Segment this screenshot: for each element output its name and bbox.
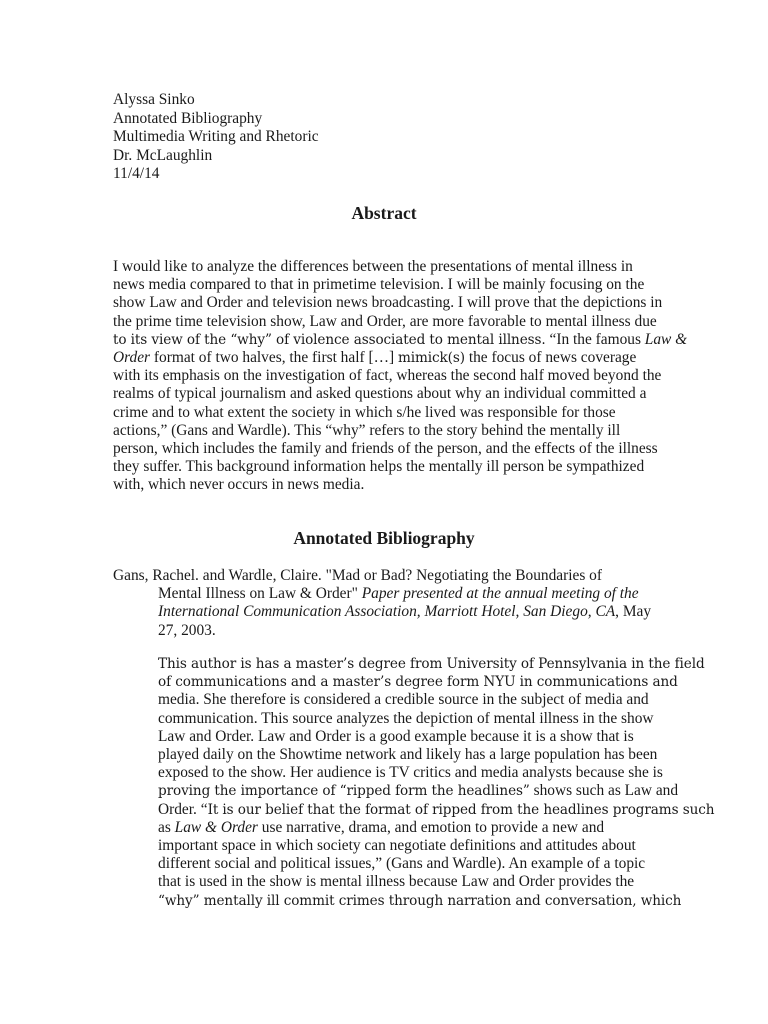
text-line bbox=[158, 764, 663, 782]
citation-entry bbox=[113, 567, 658, 640]
text-run: to its view of the “why” of violence associated to mental illness. bbox=[113, 331, 546, 348]
text-run: “why” mentally ill commit crimes through narration and conversation, which bbox=[158, 892, 682, 909]
text-line bbox=[158, 873, 658, 891]
text-run: 27, 2003. bbox=[158, 621, 216, 639]
text-run: as bbox=[158, 818, 175, 836]
text-line bbox=[158, 837, 658, 855]
document-date: 11/4/14 bbox=[113, 165, 160, 182]
text-line bbox=[158, 855, 658, 873]
text-line bbox=[113, 276, 658, 294]
text-line bbox=[113, 330, 688, 349]
text-run: they suffer. This background information helps the mentally ill person be sympathized bbox=[113, 458, 645, 476]
text-line bbox=[113, 404, 658, 422]
text-run: with its emphasis on the investigation of fact, whereas the second half moved beyond the bbox=[113, 367, 662, 385]
text-line bbox=[113, 622, 658, 640]
annotation-paragraph bbox=[158, 655, 715, 910]
text-run: exposed to the show. Her audience is TV critics and media analysts because she is bbox=[158, 764, 663, 782]
text-run: news media compared to that in primetime television. I will be mainly focusing on the bbox=[113, 276, 645, 294]
text-run: with, which never occurs in news media. bbox=[113, 476, 365, 494]
text-run: format of two halves, the first half […] bbox=[150, 349, 398, 367]
text-run: actions,” (Gans and Wardle). This “why” refers to the story behind the mentally ill bbox=[113, 421, 621, 439]
text-line bbox=[113, 422, 658, 440]
author-name: Alyssa Sinko bbox=[113, 91, 195, 108]
text-run: the prime time television show, Law and Order, are more favorable to mental illness due bbox=[113, 312, 657, 330]
assignment-title: Annotated Bibliography bbox=[113, 109, 263, 127]
italic-text-run: Law & bbox=[644, 330, 688, 348]
text-line bbox=[158, 892, 682, 910]
text-run: show Law and Order and television news broadcasting. I will prove that the depictions in bbox=[113, 294, 663, 312]
text-line bbox=[158, 782, 679, 800]
text-run: shows such as Law and bbox=[529, 782, 679, 800]
text-line bbox=[113, 603, 658, 621]
course-name: Multimedia Writing and Rhetoric bbox=[113, 128, 319, 145]
text-run: Gans, Rachel. and Wardle, Claire. "Mad or Bad? Negotiating the Boundaries of bbox=[113, 567, 602, 584]
text-line bbox=[113, 585, 658, 603]
text-run: communication. This source analyzes the depiction of mental illness in the show bbox=[158, 709, 654, 727]
abstract-paragraph bbox=[113, 258, 688, 495]
text-line bbox=[158, 746, 658, 764]
text-run: I would like to analyze the differences between the presentations of mental illness in bbox=[113, 258, 633, 275]
text-line bbox=[113, 258, 658, 276]
text-run: It is our belief that the format of ripped from the headlines programs such bbox=[207, 801, 715, 818]
text-run: Law and Order. Law and Order is a good example because it is a show that is bbox=[158, 727, 634, 745]
text-line bbox=[113, 349, 658, 367]
text-line bbox=[113, 440, 658, 458]
text-run: , May bbox=[615, 603, 652, 621]
text-run: the focus of news coverage bbox=[464, 349, 637, 367]
instructor-name: Dr. McLaughlin bbox=[113, 146, 213, 164]
text-run: mimick(s) bbox=[397, 350, 465, 367]
text-run: This author is has a master’s degree from University of Pennsylvania in the field bbox=[158, 656, 705, 672]
text-run: of communications and a master’s degree form NYU in communications and bbox=[158, 674, 678, 691]
text-run: use narrative, drama, and emotion to provide a new and bbox=[257, 818, 605, 836]
text-run: Mental Illness on Law & Order" bbox=[158, 585, 362, 603]
text-run: important space in which society can negotiate definitions and attitudes about bbox=[158, 837, 636, 855]
text-line bbox=[113, 385, 658, 403]
text-line bbox=[158, 710, 658, 728]
text-run: played daily on the Showtime network and likely has a large population has been bbox=[158, 746, 658, 764]
text-line bbox=[158, 673, 678, 691]
text-line bbox=[158, 819, 658, 837]
text-line bbox=[158, 800, 715, 819]
text-line bbox=[113, 476, 658, 494]
text-line bbox=[158, 655, 705, 673]
italic-text-run: Paper presented at the annual meeting of the bbox=[361, 585, 639, 603]
text-run: Order. “ bbox=[158, 800, 208, 818]
text-line bbox=[158, 728, 658, 746]
text-line bbox=[113, 458, 658, 476]
text-line bbox=[113, 294, 663, 312]
text-run: crime and to what extent the society in which s/he lived was responsible for those bbox=[113, 403, 616, 421]
abstract-heading: Abstract bbox=[351, 203, 417, 223]
text-run: proving the importance of “ripped form the headlines” bbox=[158, 783, 530, 800]
author-header bbox=[113, 91, 319, 184]
bibliography-heading: Annotated Bibliography bbox=[293, 528, 475, 548]
text-line bbox=[158, 691, 658, 709]
text-run: different social and political issues,” (Gans and Wardle). An example of a topic bbox=[158, 855, 646, 873]
text-line bbox=[113, 313, 658, 331]
italic-text-run: Law & Order bbox=[174, 818, 258, 836]
text-line bbox=[113, 567, 658, 585]
text-run: “In the famous bbox=[545, 330, 645, 348]
text-line bbox=[113, 367, 662, 385]
text-run: that is used in the show is mental illness because Law and Order provides the bbox=[158, 873, 635, 891]
text-run: realms of typical journalism and asked questions about why an individual committed a bbox=[113, 385, 647, 403]
text-run: media. She therefore is considered a credible source in the subject of media and bbox=[158, 691, 649, 709]
italic-text-run: International Communication Association, Marriott Hotel, San Diego, CA bbox=[158, 603, 616, 621]
text-run: person, which includes the family and friends of the person, and the effects of the illness bbox=[113, 440, 658, 458]
italic-text-run: Order bbox=[113, 349, 151, 367]
